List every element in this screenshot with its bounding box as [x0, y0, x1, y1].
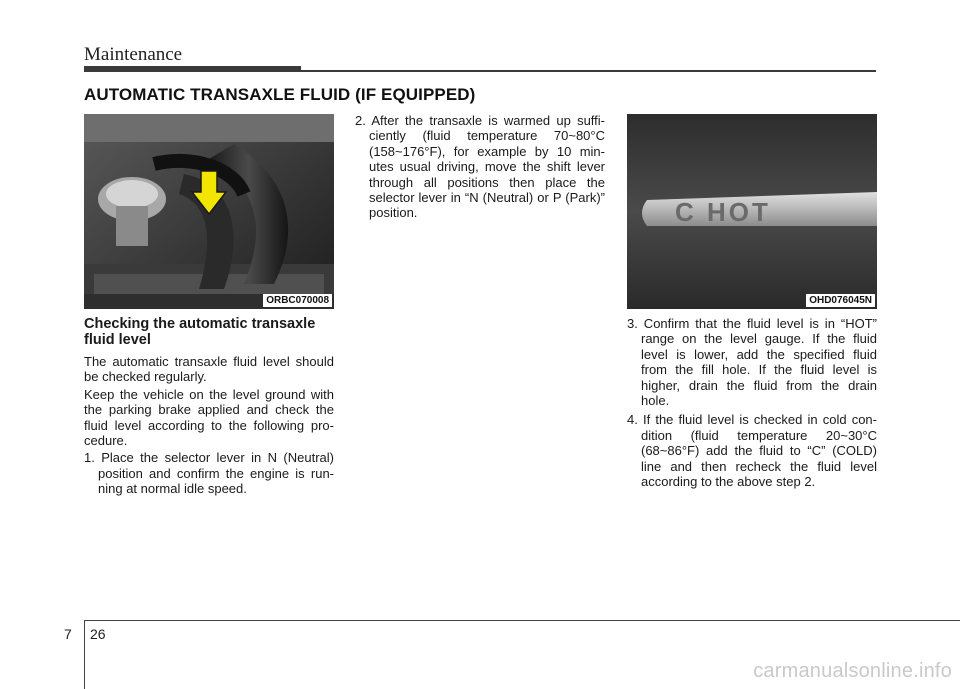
intro-paragraph: The automatic transaxle fluid level should be checked regularly. [84, 354, 334, 385]
subheading: Checking the automatic transaxle fluid level [84, 316, 316, 348]
step-4: 4. If the fluid level is checked in cold con- dition (fluid temperature 20~30°C (68~86°F) add the fluid to “C” (COLD) line and then recheck the fluid level according to the above step 2. [627, 412, 877, 490]
step-2: 2. After the transaxle is warmed up suffi- ciently (fluid temperature 70~80°C (158~176°F), for example by 10 min- utes usual driving, move the shift lever through all positions then place the selector lever in “N (Neutral) or P (Park)” position. [355, 113, 605, 221]
header-rule-thin [301, 70, 876, 72]
procedure-paragraph: Keep the vehicle on the level ground with the parking brake applied and check the fluid level according to the following pro- cedure. [84, 386, 334, 449]
footer-rule-vertical [84, 620, 85, 689]
dipstick-photo [627, 114, 877, 309]
step-3: 3. Confirm that the fluid level is in “HOT” range on the level gauge. If the fluid level is lower, add the specified fluid from the fill hole. If the fluid level is higher, drain the fluid from the drain hole. [627, 316, 877, 409]
footer-rule-horizontal [84, 620, 960, 621]
left-column [84, 316, 334, 501]
chapter-number: 7 [64, 626, 72, 642]
photo-caption-right: OHD076045N [806, 294, 875, 307]
page-number: 26 [90, 626, 106, 642]
step-1: 1. Place the selector lever in N (Neutral) position and confirm the engine is run- ning at normal idle speed. [84, 450, 334, 497]
right-column [627, 316, 877, 493]
watermark: carmanualsonline.info [753, 660, 952, 682]
engine-photo [84, 114, 334, 309]
header-rule-thick [84, 66, 301, 72]
page-title: AUTOMATIC TRANSAXLE FLUID (IF EQUIPPED) [84, 85, 476, 104]
middle-column [355, 113, 605, 225]
gauge-marking: C HOT [675, 197, 771, 227]
section-header: Maintenance [84, 44, 183, 65]
photo-caption-left: ORBC070008 [263, 294, 332, 307]
